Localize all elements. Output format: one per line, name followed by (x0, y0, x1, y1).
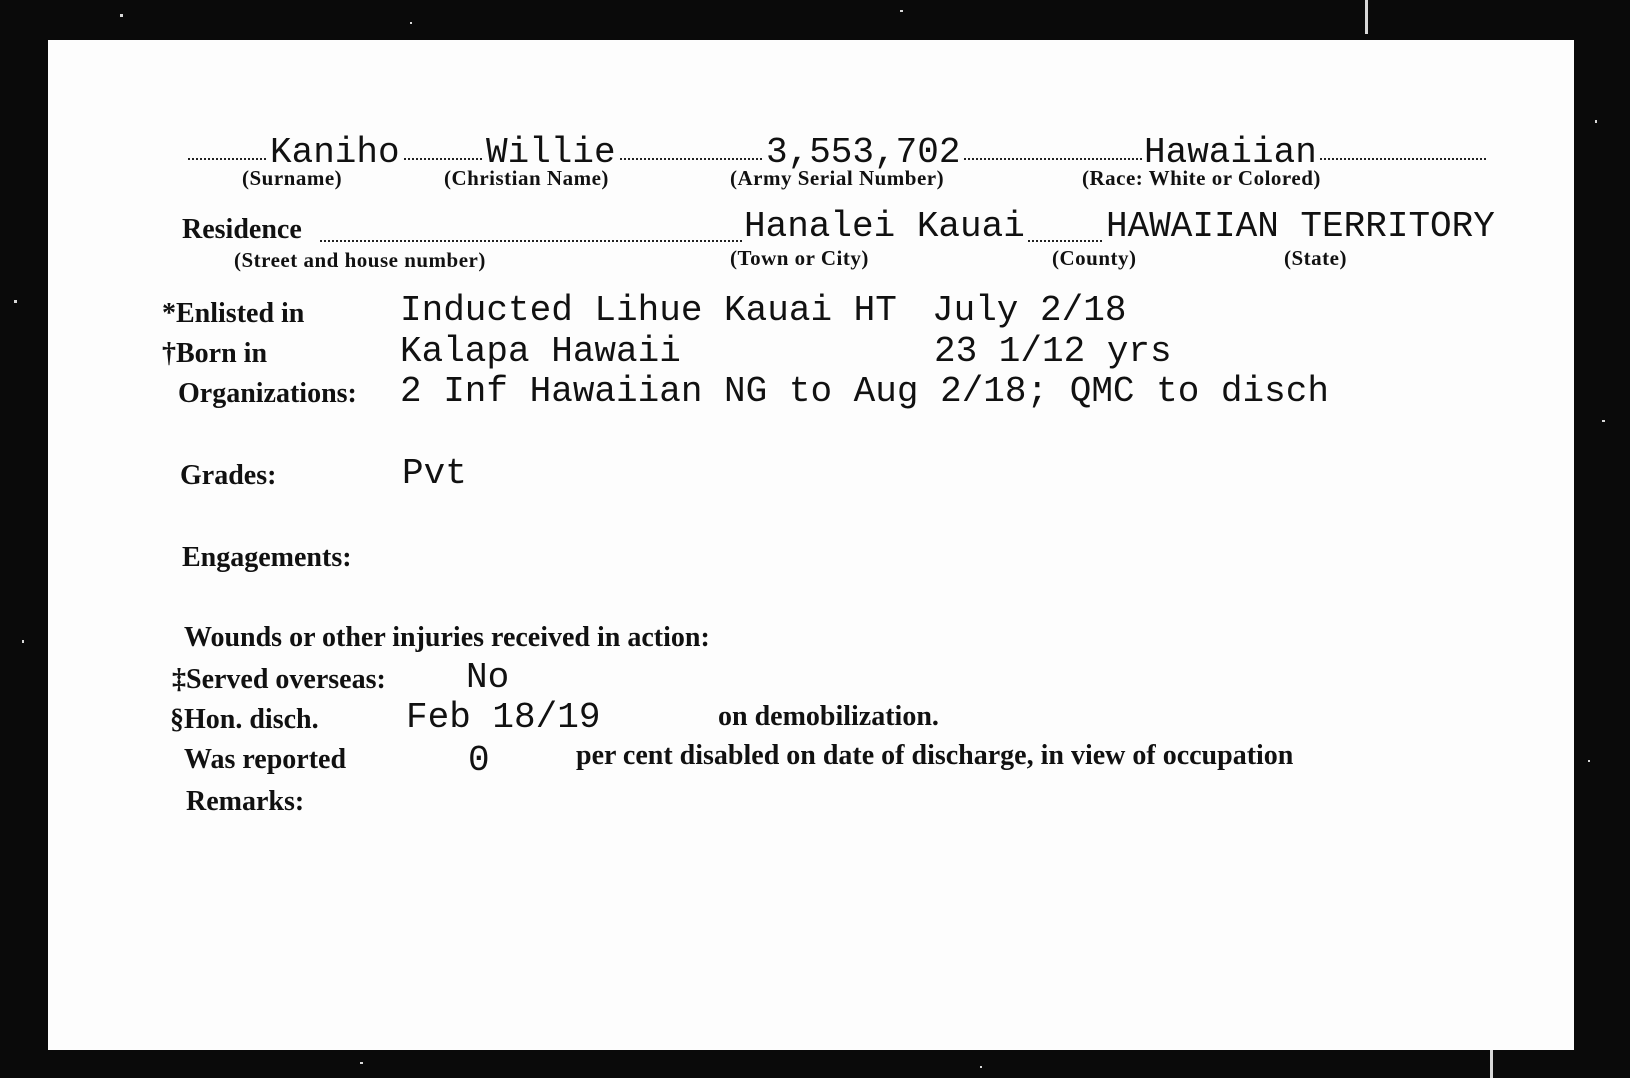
enlisted-date-value: July 2/18 (932, 290, 1127, 331)
scan-speck (900, 10, 903, 12)
residence-town-value: Hanalei Kauai (744, 206, 1025, 247)
serial-number-caption: (Army Serial Number) (730, 166, 945, 190)
age-value: 23 1/12 yrs (934, 331, 1172, 372)
discharge-label: §Hon. disch. (170, 704, 319, 735)
organizations-label: Organizations: (178, 378, 357, 409)
christian-name-value: Willie (486, 132, 616, 173)
race-value: Hawaiian (1144, 132, 1317, 173)
discharge-date-value: Feb 18/19 (406, 697, 601, 738)
engagements-label: Engagements: (182, 542, 352, 573)
wounds-label: Wounds or other injuries received in action: (184, 622, 710, 653)
disability-suffix: per cent disabled on date of discharge, in view of occupation (576, 740, 1294, 771)
scan-speck (1602, 420, 1605, 422)
scan-speck (980, 1066, 982, 1068)
disability-label: Was reported (184, 744, 347, 775)
disability-percent-value: 0 (468, 740, 490, 781)
scan-speck (410, 22, 412, 24)
county-caption: (County) (1052, 246, 1137, 270)
served-overseas-label: ‡Served overseas: (172, 664, 386, 695)
street-caption: (Street and house number) (234, 248, 486, 272)
organizations-value: 2 Inf Hawaiian NG to Aug 2/18; QMC to disch (400, 371, 1329, 412)
race-caption: (Race: White or Colored) (1082, 166, 1321, 190)
residence-label: Residence (182, 214, 302, 245)
remarks-label: Remarks: (186, 786, 305, 817)
christian-name-caption: (Christian Name) (444, 166, 609, 190)
scan-speck (120, 14, 123, 17)
scan-speck (14, 300, 17, 303)
scan-speck (1595, 120, 1597, 123)
born-value: Kalapa Hawaii (400, 331, 681, 372)
serial-number-value: 3,553,702 (766, 132, 961, 173)
enlisted-label: *Enlisted in (162, 298, 305, 329)
state-caption: (State) (1284, 246, 1347, 270)
service-record-card (48, 40, 1574, 1050)
town-caption: (Town or City) (730, 246, 869, 270)
scan-speck (360, 1062, 363, 1064)
enlisted-value: Inducted Lihue Kauai HT (400, 290, 897, 331)
scan-speck (1588, 760, 1590, 762)
residence-state-value: HAWAIIAN TERRITORY (1106, 206, 1495, 247)
discharge-suffix: on demobilization. (718, 701, 939, 732)
scan-speck (1490, 1050, 1493, 1078)
grades-value: Pvt (402, 453, 467, 494)
served-overseas-value: No (466, 657, 510, 698)
scan-speck (22, 640, 24, 643)
scan-speck (1365, 0, 1368, 34)
grades-label: Grades: (180, 460, 277, 491)
surname-value: Kaniho (270, 132, 400, 173)
born-label: †Born in (162, 338, 268, 369)
surname-caption: (Surname) (242, 166, 343, 190)
